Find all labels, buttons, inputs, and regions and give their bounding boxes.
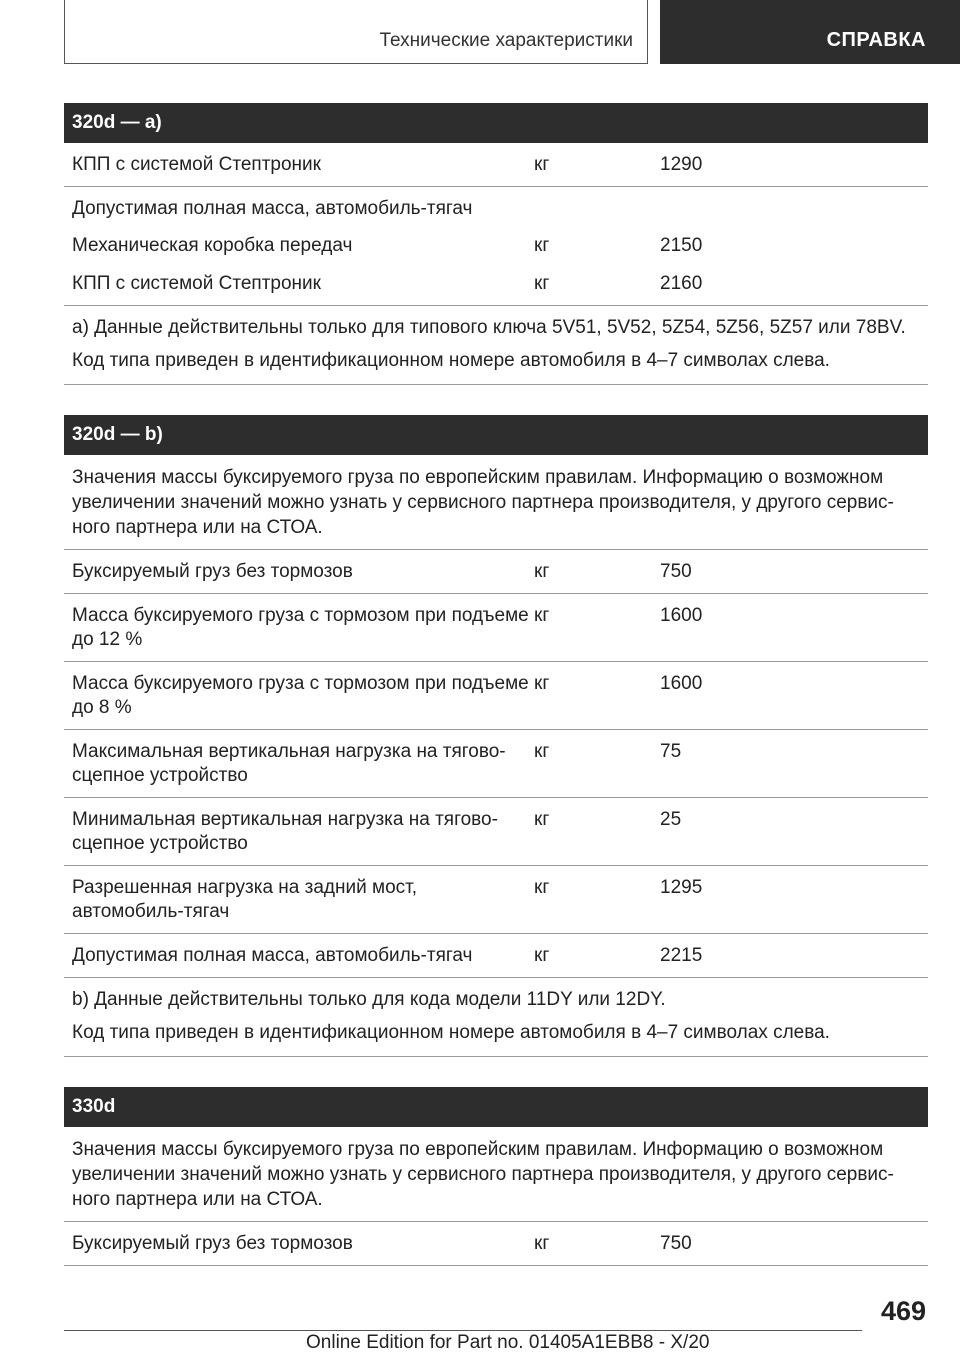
row-unit: кг bbox=[534, 1233, 550, 1254]
row-value: 2160 bbox=[660, 273, 703, 294]
row-label: КПП с системой Стептроник bbox=[72, 273, 321, 294]
chapter-tab bbox=[660, 0, 960, 64]
table-row bbox=[64, 798, 928, 866]
row-unit bbox=[534, 197, 660, 221]
row-label: Буксируемый груз без тормозов bbox=[72, 1233, 353, 1254]
row-unit: кг bbox=[534, 809, 550, 830]
row-value: 2215 bbox=[660, 945, 703, 966]
table-row bbox=[64, 262, 928, 306]
table-row bbox=[64, 550, 928, 594]
table-row bbox=[64, 662, 928, 730]
row-unit: кг bbox=[534, 561, 550, 582]
row-label: Разрешенная нагрузка на задний мост, автомобиль-тягач bbox=[72, 877, 418, 922]
row-value: 2150 bbox=[660, 235, 703, 256]
row-value: 1600 bbox=[660, 673, 703, 694]
row-value: 1600 bbox=[660, 605, 703, 626]
section-intro: Значения массы буксируемого груза по европейским правилам. Информацию о возможном увеличении значений можно узнать у сервисного партнера производителя, у другого сервисного партнера или на СТОА. bbox=[64, 1127, 928, 1222]
section-heading: 330d bbox=[64, 1087, 928, 1127]
table-row bbox=[64, 143, 928, 187]
row-label: Механическая коробка передач bbox=[72, 235, 353, 256]
row-value: 75 bbox=[660, 741, 682, 762]
chapter-tab-label: СПРАВКА bbox=[826, 29, 926, 51]
row-unit: кг bbox=[534, 154, 550, 175]
row-label: Максимальная вертикальная нагрузка на тягово-сцепное устройство bbox=[72, 741, 506, 786]
section-heading: 320d — a) bbox=[64, 103, 928, 143]
row-value bbox=[660, 197, 920, 221]
footer-edition: Online Edition for Part no. 01405A1EBB8 - X/20 bbox=[306, 1332, 710, 1353]
table-row bbox=[64, 594, 928, 662]
row-unit: кг bbox=[534, 945, 550, 966]
row-label: Масса буксируемого груза с тормозом при подъеме до 8 % bbox=[72, 673, 529, 718]
footnote-line: b) Данные действительны только для кода модели 11DY или 12DY. bbox=[72, 989, 666, 1010]
row-unit: кг bbox=[534, 605, 550, 626]
table-row bbox=[64, 230, 928, 262]
table-row bbox=[64, 866, 928, 934]
row-unit: кг bbox=[534, 741, 550, 762]
row-unit: кг bbox=[534, 235, 550, 256]
section-footnote bbox=[64, 306, 928, 385]
spec-section-320d-a bbox=[64, 103, 928, 385]
footnote-line: a) Данные действительны только для типового ключа 5V51, 5V52, 5Z54, 5Z56, 5Z57 или 78BV. bbox=[72, 317, 906, 338]
row-value: 25 bbox=[660, 809, 682, 830]
row-unit: кг bbox=[534, 877, 550, 898]
row-label: КПП с системой Стептроник bbox=[72, 154, 321, 175]
section-heading: 320d — b) bbox=[64, 415, 928, 455]
row-label: Допустимая полная масса, автомобиль-тягач bbox=[72, 945, 473, 966]
row-label: Масса буксируемого груза с тормозом при подъеме до 12 % bbox=[72, 605, 529, 650]
section-intro: Значения массы буксируемого груза по европейским правилам. Информацию о возможном увеличении значений можно узнать у сервисного партнера производителя, у другого сервисного партнера или на СТОА. bbox=[64, 455, 928, 550]
row-unit: кг bbox=[534, 673, 550, 694]
row-label: Минимальная вертикальная нагрузка на тягово-сцепное устройство bbox=[72, 809, 498, 854]
row-label: Допустимая полная масса, автомобиль-тягач bbox=[72, 198, 473, 219]
spec-section-330d bbox=[64, 1087, 928, 1266]
footnote-line: Код типа приведен в идентификационном номере автомобиля в 4–7 символах слева. bbox=[72, 350, 830, 371]
row-label: Буксируемый груз без тормозов bbox=[72, 561, 353, 582]
page-number: 469 bbox=[880, 1296, 926, 1326]
running-header-box bbox=[64, 0, 648, 64]
spec-content bbox=[64, 103, 928, 1296]
footer-divider bbox=[64, 1330, 862, 1331]
section-footnote bbox=[64, 978, 928, 1057]
row-value: 1290 bbox=[660, 154, 703, 175]
table-row bbox=[64, 730, 928, 798]
row-value: 750 bbox=[660, 1233, 692, 1254]
table-row bbox=[64, 1222, 928, 1266]
row-value: 750 bbox=[660, 561, 692, 582]
running-header-title: Технические характеристики bbox=[379, 30, 633, 51]
row-unit: кг bbox=[534, 273, 550, 294]
row-value: 1295 bbox=[660, 877, 703, 898]
footnote-line: Код типа приведен в идентификационном номере автомобиля в 4–7 символах слева. bbox=[72, 1022, 830, 1043]
table-row bbox=[64, 187, 928, 230]
spec-section-320d-b bbox=[64, 415, 928, 1057]
table-row bbox=[64, 934, 928, 978]
